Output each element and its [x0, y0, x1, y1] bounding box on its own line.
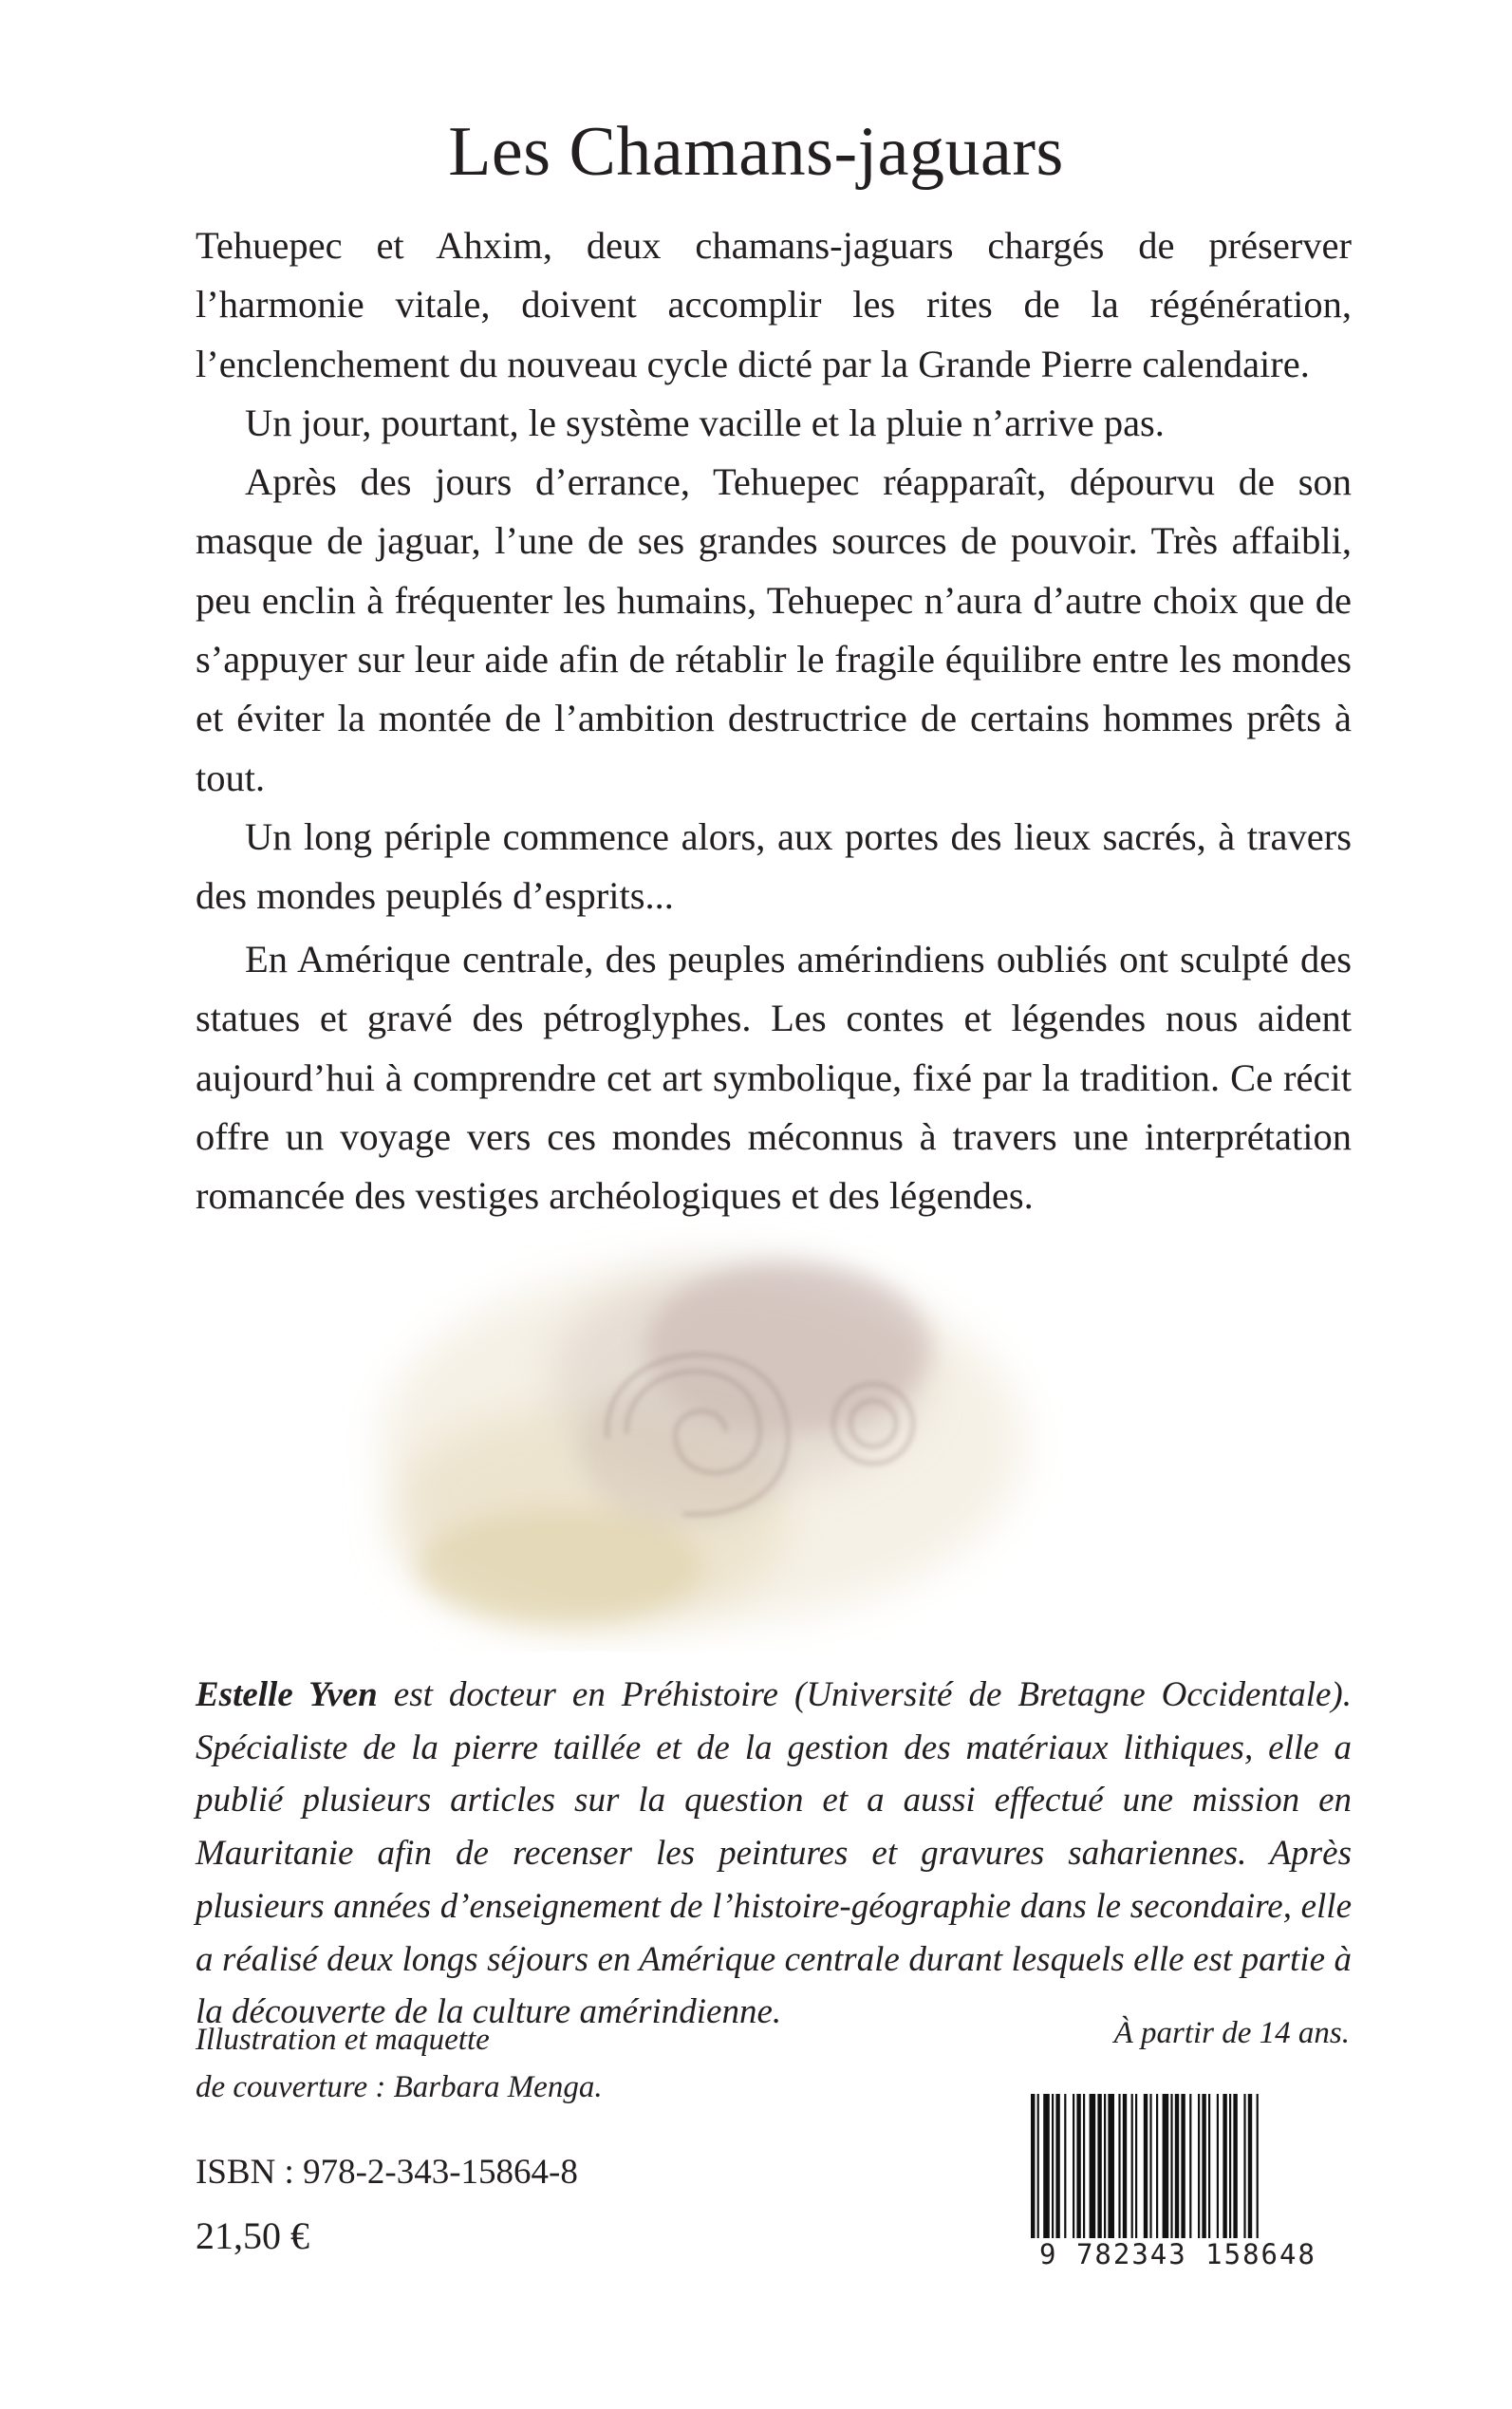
barcode-bar	[1175, 2094, 1179, 2246]
book-title: Les Chamans-jaguars	[448, 113, 1064, 191]
barcode-bar	[1170, 2094, 1172, 2246]
barcode-bar	[1097, 2094, 1101, 2246]
barcode-bar	[1144, 2094, 1148, 2246]
cover-credit-line: de couverture : Barbara Menga.	[196, 2070, 603, 2104]
synopsis-paragraph: Un jour, pourtant, le système vacille et la pluie n’arrive pas.	[245, 401, 1165, 444]
author-bio-text: est docteur en Préhistoire (Université de Bretagne Occidentale). Spécialiste de la pierre taillée et de la gestion des matériaux lithiques, elle a publié plusieurs articles sur la question et a aussi effectué une mission en Mauritanie afin de recenser les peintures et gravures sahariennes. Après plusieurs années d’enseignement de l’histoire-géographie dans le secondaire, elle a réalisé deux longs séjours en Amérique centrale durant lesquels elle est partie à la découverte de la culture amérindienne.	[196, 1675, 1352, 2032]
price: 21,50 €	[196, 2214, 309, 2257]
barcode-bar	[1104, 2094, 1106, 2246]
barcode-bar	[1108, 2094, 1114, 2246]
barcode	[1014, 2094, 1342, 2270]
barcode-bar	[1083, 2094, 1085, 2246]
barcode-bar	[1257, 2094, 1259, 2246]
context-paragraph: En Amérique centrale, des peuples amérindiens oubliés ont sculpté des statues et gravé des pétroglyphes. Les contes et légendes nous aident aujourd’hui à comprendre cet art symbolique, fixé par la tradition. Ce récit offre un voyage vers ces mondes méconnus à travers une interprétation romancée des vestiges archéologiques et des légendes.	[196, 938, 1352, 1218]
barcode-bar	[1198, 2094, 1200, 2246]
age-recommendation: À partir de 14 ans.	[1113, 2016, 1350, 2050]
barcode-bar	[1202, 2094, 1205, 2246]
barcode-bar	[1052, 2094, 1054, 2246]
barcode-bar	[1043, 2094, 1050, 2246]
barcode-bar	[1163, 2094, 1169, 2246]
barcode-bar	[1233, 2094, 1237, 2246]
barcode-bar	[1243, 2094, 1245, 2246]
barcode-bar	[1208, 2094, 1210, 2246]
barcode-bar	[1076, 2094, 1080, 2246]
barcode-bar	[1064, 2094, 1066, 2246]
cover-credit-line: Illustration et maquette	[196, 2023, 490, 2057]
barcode-bar	[1123, 2094, 1127, 2246]
isbn: ISBN : 978-2-343-15864-8	[196, 2153, 578, 2192]
author-name: Estelle Yven	[196, 1675, 378, 1714]
barcode-bar	[1135, 2094, 1137, 2246]
synopsis-paragraph: Après des jours d’errance, Tehuepec réapparaît, dépourvu de son masque de jaguar, l’une de ses grandes sources de pouvoir. Très affaibli, peu enclin à fréquenter les humains, Tehuepec n’aura d’autre choix que de s’appuyer sur leur aide afin de rétablir le fragile équilibre entre les mondes et éviter la montée de l’ambition destructrice de certains hommes prêts à tout.	[196, 460, 1352, 799]
barcode-bar	[1149, 2094, 1151, 2246]
barcode-digits: 9 782343 158648	[1014, 2238, 1342, 2270]
author-bio	[196, 1669, 1352, 2039]
synopsis-paragraph: Un long périple commence alors, aux portes des lieux sacrés, à travers des mondes peuplés d’esprits...	[196, 814, 1352, 918]
barcode-bar	[1073, 2094, 1074, 2246]
barcode-bar	[1156, 2094, 1158, 2246]
watercolor-petroglyph-illustration	[342, 1205, 1063, 1652]
barcode-bar	[1181, 2094, 1185, 2246]
barcode-bars	[1014, 2094, 1342, 2246]
barcode-bar	[1223, 2094, 1226, 2246]
barcode-bar	[1217, 2094, 1219, 2246]
synopsis	[196, 216, 1352, 926]
barcode-bar	[1189, 2094, 1191, 2246]
cover-credit	[196, 2016, 603, 2111]
barcode-bar	[1131, 2094, 1133, 2246]
barcode-bar	[1229, 2094, 1231, 2246]
barcode-bar	[1118, 2094, 1120, 2246]
barcode-bar	[1248, 2094, 1252, 2246]
barcode-bar	[1090, 2094, 1096, 2246]
barcode-bar	[1037, 2094, 1039, 2246]
barcode-bar	[1055, 2094, 1059, 2246]
synopsis-paragraph: Tehuepec et Ahxim, deux chamans-jaguars chargés de préserver l’harmonie vitale, doivent accomplir les rites de la régénération, l’enclenchement du nouveau cycle dicté par la Grande Pierre calendaire.	[196, 224, 1352, 385]
barcode-bar	[1031, 2094, 1035, 2246]
context-section	[196, 930, 1352, 1225]
